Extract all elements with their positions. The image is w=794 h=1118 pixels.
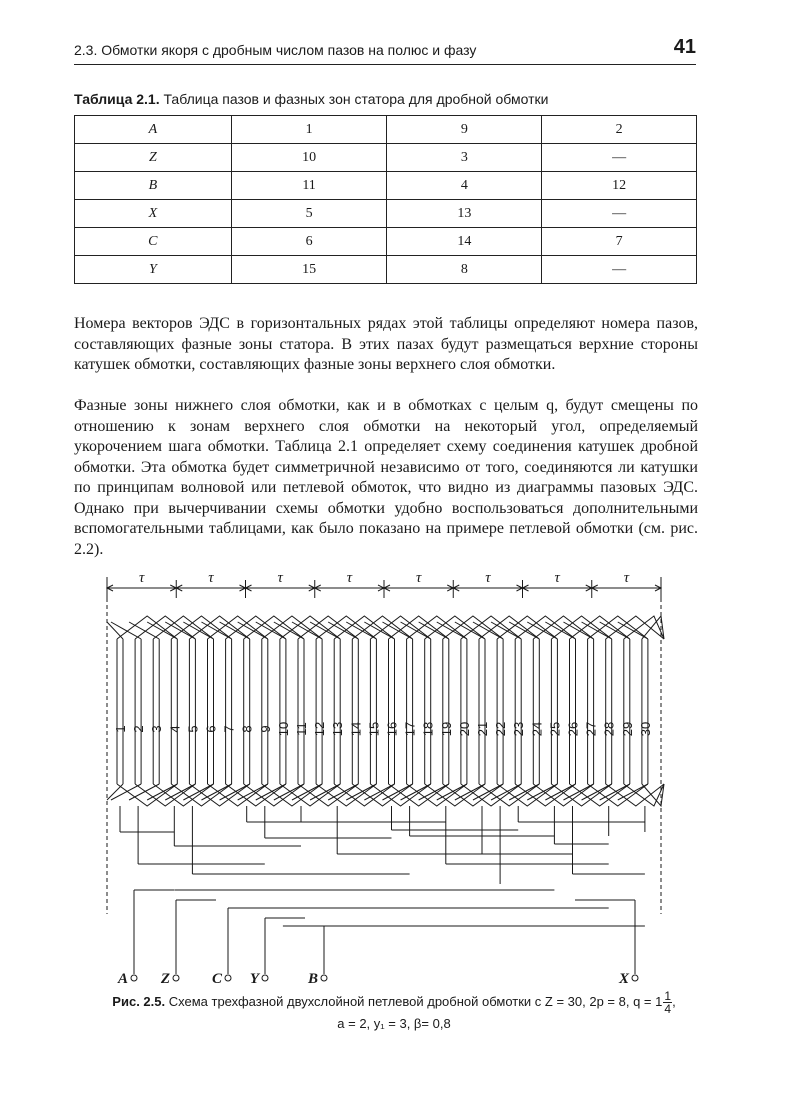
slot-number: 25	[547, 721, 563, 737]
q-fraction	[663, 990, 672, 1015]
bottom-end-turn	[147, 784, 177, 800]
slot-number: 24	[529, 721, 545, 737]
bottom-end-turn	[165, 784, 195, 800]
bottom-end-turn	[256, 784, 286, 800]
bottom-end-turn	[563, 784, 593, 800]
terminal-label: Z	[160, 971, 170, 987]
bottom-end-turn	[220, 784, 250, 800]
slot-cell: 10	[231, 144, 387, 172]
slot-number: 13	[330, 721, 346, 737]
table-caption-label: Таблица 2.1.	[74, 91, 160, 107]
table-row	[75, 172, 697, 200]
slot-number: 14	[348, 721, 364, 737]
terminal-label: B	[307, 971, 318, 987]
slot-number: 5	[185, 725, 201, 733]
slot-cell: 14	[387, 228, 542, 256]
slot-number: 19	[438, 721, 454, 737]
tau-label: τ	[623, 574, 630, 586]
slot-table	[74, 115, 697, 284]
slot-cell: 1	[231, 116, 387, 144]
slot-number: 7	[221, 725, 237, 733]
page-header	[74, 36, 696, 65]
terminal-circle	[632, 975, 638, 981]
slot-cell: 8	[387, 256, 542, 284]
running-head: 2.3. Обмотки якоря с дробным числом пазов на полюс и фазу	[74, 42, 477, 58]
bottom-end-turn	[292, 784, 322, 800]
figure-caption	[74, 990, 714, 1033]
bottom-end-turn	[473, 784, 503, 800]
slot-number: 11	[294, 722, 309, 736]
tau-label: τ	[415, 574, 422, 586]
terminal-label: A	[117, 971, 128, 987]
bottom-end-turn	[527, 784, 557, 800]
table-row	[75, 144, 697, 172]
bottom-end-turn	[401, 784, 431, 800]
phase-cell: B	[75, 172, 232, 200]
bottom-end-turn	[238, 784, 268, 800]
bottom-end-turn	[455, 784, 485, 800]
slot-cell: 3	[387, 144, 542, 172]
slot-number: 17	[402, 721, 418, 737]
terminal-label: C	[211, 971, 222, 987]
bottom-end-turn	[201, 784, 231, 800]
paragraph-1: Номера векторов ЭДС в горизонтальных рядах этой таблицы определяют номера пазов, составляющих фазные зоны статора. В этих пазах будут размещаться верхние стороны катушек обмотки, составляющих фазные зоны верхнего слоя обмотки.	[74, 315, 698, 373]
slot-cell: —	[542, 200, 697, 228]
bottom-end-turn	[129, 784, 159, 800]
table-row	[75, 256, 697, 284]
phase-cell: C	[75, 228, 232, 256]
slot-number: 15	[366, 721, 382, 737]
slot-cell: 13	[387, 200, 542, 228]
terminal-circle	[225, 975, 231, 981]
tau-label: τ	[485, 574, 491, 586]
tau-label: τ	[346, 574, 353, 586]
phase-cell: Z	[75, 144, 232, 172]
bottom-end-turn	[618, 784, 648, 800]
terminal-label: Y	[249, 971, 259, 987]
table-caption	[74, 91, 714, 107]
slot-cell: 6	[231, 228, 387, 256]
winding-diagram	[98, 574, 678, 989]
slot-number: 21	[475, 721, 490, 737]
slot-cell: —	[542, 256, 697, 284]
slot-number: 23	[511, 721, 527, 737]
bottom-end-turn	[437, 784, 467, 800]
bottom-end-turn	[509, 784, 539, 800]
bottom-end-turn	[600, 784, 630, 800]
slot-cell: 15	[231, 256, 387, 284]
bottom-end-turn	[419, 784, 449, 800]
terminal-circle	[131, 975, 137, 981]
slot-number: 9	[257, 725, 273, 733]
slot-number: 1	[113, 725, 128, 733]
bottom-end-turn	[364, 784, 394, 800]
slot-number: 8	[239, 725, 255, 733]
tau-label: τ	[138, 574, 145, 586]
slot-number: 10	[275, 721, 291, 737]
tau-label: τ	[554, 574, 560, 586]
slot-number: 2	[131, 725, 147, 733]
bottom-end-turn	[328, 784, 358, 800]
terminal-circle	[173, 975, 179, 981]
slot-number: 28	[601, 721, 617, 737]
tau-label: τ	[208, 574, 214, 586]
slot-number: 6	[203, 725, 219, 733]
bottom-end-turn	[183, 784, 213, 800]
slot-cell: 12	[542, 172, 697, 200]
terminal-circle	[321, 975, 327, 981]
slot-cell: 2	[542, 116, 697, 144]
slot-cell: —	[542, 144, 697, 172]
paragraph-2: Фазные зоны нижнего слоя обмотки, как и в обмотках с целым q, будут смещены по отношению к зонам верхнего слоя обмотки на некоторый угол, определяемый укорочением шага обмотки. Таблица 2.1 определяет схему соединения катушек дробной обмотки. Эта обмотка будет симметричной независимо от того, соединяются ли катушки по принципам волновой или петлевой обмоток, что видно из диаграммы пазовых ЭДС. Однако при вычерчивании схемы обмотки удобно воспользоваться дополнительными вспомогательными таблицами, как было показано на примере петлевой обмотки (см. рис. 2.2).	[74, 397, 698, 558]
terminal-label: X	[618, 971, 629, 987]
page-number: 41	[673, 36, 696, 58]
q-fraction-numerator: 1	[664, 989, 672, 1003]
slot-number: 18	[420, 721, 436, 737]
slot-number: 29	[619, 721, 635, 737]
slot-number: 30	[637, 721, 653, 737]
phase-cell: Y	[75, 256, 232, 284]
bottom-end-turn	[582, 784, 612, 800]
figure-caption-label: Рис. 2.5.	[112, 993, 166, 1009]
bottom-end-turn	[382, 784, 412, 800]
q-fraction-denominator: 4	[664, 1002, 672, 1016]
terminal-circle	[262, 975, 268, 981]
table-row	[75, 200, 697, 228]
table-row	[75, 228, 697, 256]
slot-number: 26	[565, 721, 581, 737]
table-caption-text: Таблица пазов и фазных зон статора для дробной обмотки	[163, 91, 549, 107]
slot-number: 27	[583, 721, 599, 737]
slot-cell: 11	[231, 172, 387, 200]
figure-caption-text: Схема трехфазной двухслойной петлевой дробной обмотки с Z = 30, 2p = 8, q = 1	[168, 993, 663, 1009]
slot-number: 22	[493, 721, 509, 737]
tau-label: τ	[277, 574, 283, 586]
phase-cell: A	[75, 116, 232, 144]
slot-number: 3	[149, 725, 165, 733]
slot-cell: 9	[387, 116, 542, 144]
figure-caption-line1: Рис. 2.5. Схема трехфазной двухслойной петлевой дробной обмотки с Z = 30, 2p = 8, q = 1 $\frac{1}{4}$ ,	[112, 989, 676, 1016]
slot-cell: 5	[231, 200, 387, 228]
figure-caption-line2: a = 2, y₁ = 3, β= 0,8	[337, 1016, 451, 1031]
bottom-end-turn	[274, 784, 304, 800]
slot-number: 20	[456, 721, 472, 737]
bottom-end-turn	[346, 784, 376, 800]
slot-cell: 4	[387, 172, 542, 200]
table-row	[75, 116, 697, 144]
phase-cell: X	[75, 200, 232, 228]
slot-cell: 7	[542, 228, 697, 256]
slot-number: 12	[312, 721, 328, 737]
slot-number: 4	[167, 725, 183, 733]
bottom-end-turn	[545, 784, 575, 800]
bottom-end-turn	[491, 784, 521, 800]
slot-number: 16	[384, 721, 400, 737]
bottom-end-turn	[310, 784, 340, 800]
